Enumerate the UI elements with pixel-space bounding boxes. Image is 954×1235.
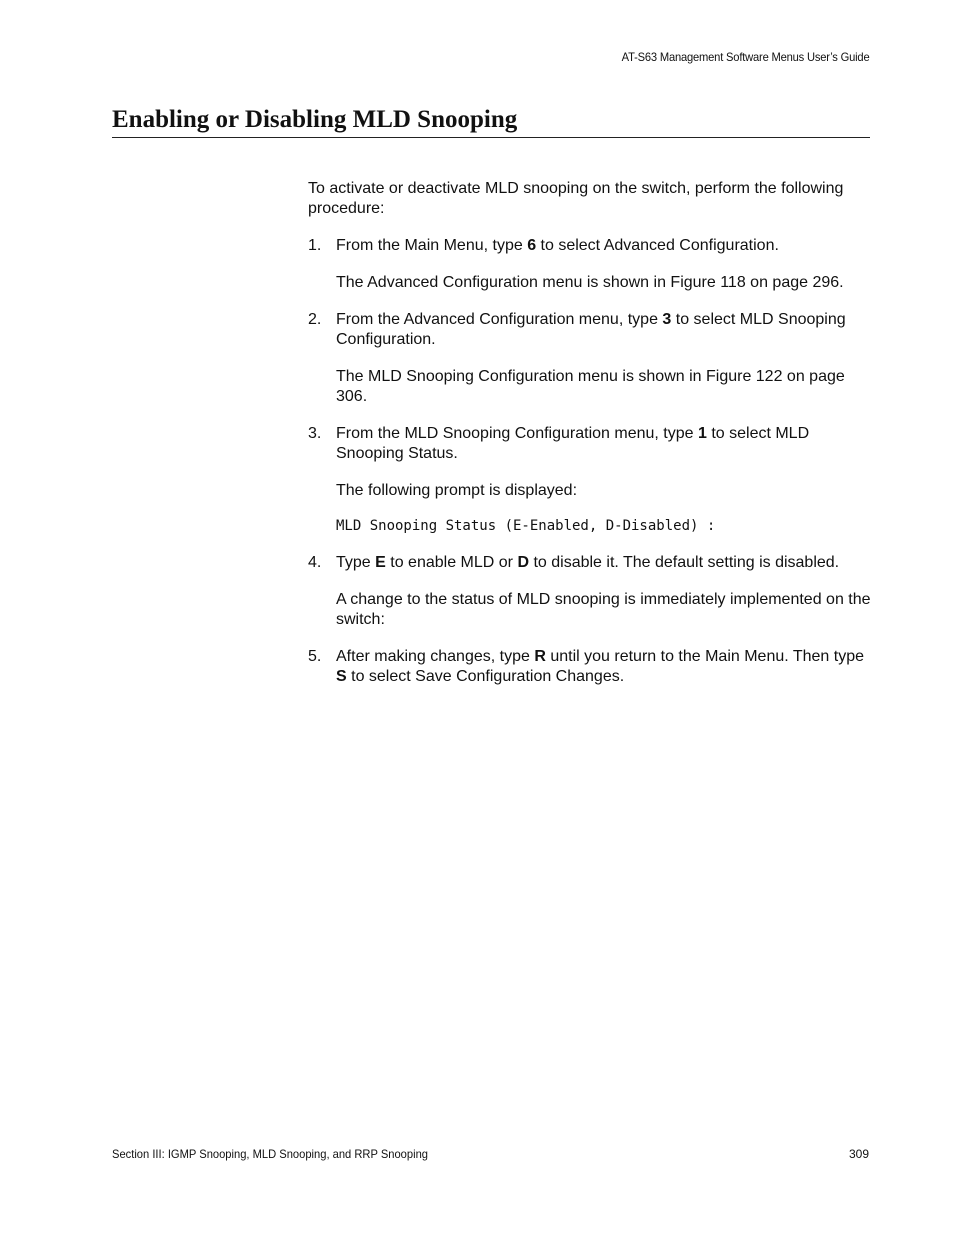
intro-paragraph: To activate or deactivate MLD snooping on the switch, perform the following procedure: — [308, 180, 844, 217]
step-text — [336, 553, 878, 573]
step-note: A change to the status of MLD snooping is immediately implemented on the switch: — [336, 591, 871, 628]
step-number: 1. — [308, 237, 322, 254]
running-header: AT-S63 Management Software Menus User’s Guide — [621, 50, 869, 64]
step-3 — [308, 424, 878, 536]
page-number: 309 — [848, 1147, 869, 1161]
step-number: 3. — [308, 425, 322, 442]
step-number: 4. — [308, 554, 322, 571]
step-text-part: to select Advanced Configuration. — [536, 237, 779, 254]
step-note: The Advanced Configuration menu is shown in Figure 118 on page 296. — [336, 274, 844, 291]
step-text-part: From the MLD Snooping Configuration menu, type — [336, 425, 698, 442]
step-text-part: to enable MLD or — [385, 554, 518, 571]
procedure-content — [308, 179, 878, 704]
step-5 — [308, 647, 878, 687]
keystroke: 3 — [662, 311, 672, 328]
step-text-part: From the Main Menu, type — [336, 237, 528, 254]
step-text-part: to select Save Configuration Changes. — [346, 668, 625, 685]
step-number: 2. — [308, 311, 322, 328]
step-text-part: Type — [336, 554, 376, 571]
keystroke: D — [517, 554, 529, 571]
section-heading: Enabling or Disabling MLD Snooping — [112, 106, 870, 138]
step-2 — [308, 310, 878, 407]
step-text-part: From the Advanced Configuration menu, type — [336, 311, 663, 328]
keystroke: 6 — [527, 237, 537, 254]
step-note: The following prompt is displayed: — [336, 482, 578, 499]
step-text-part: to disable it. The default setting is disabled. — [529, 554, 840, 571]
keystroke: E — [375, 554, 386, 571]
step-text-part: After making changes, type — [336, 648, 535, 665]
step-note: The MLD Snooping Configuration menu is shown in Figure 122 on page 306. — [336, 368, 845, 405]
step-text-part: to select MLD Snooping Status. — [336, 425, 810, 462]
keystroke: 1 — [697, 425, 707, 442]
prompt-code: MLD Snooping Status (E-Enabled, D-Disabled) : — [336, 518, 716, 534]
step-text-part: until you return to the Main Menu. Then type — [545, 648, 864, 665]
step-number: 5. — [308, 648, 322, 665]
step-1 — [308, 236, 878, 293]
step-text — [336, 236, 878, 256]
procedure-steps — [308, 236, 878, 687]
step-text-part: to select MLD Snooping Configuration. — [336, 311, 846, 348]
step-text — [336, 310, 878, 350]
step-text — [336, 424, 878, 464]
step-text — [336, 647, 878, 687]
keystroke: R — [534, 648, 546, 665]
step-4 — [308, 553, 878, 630]
keystroke: S — [336, 668, 347, 685]
footer-section-label: Section III: IGMP Snooping, MLD Snooping, and RRP Snooping — [112, 1147, 428, 1161]
